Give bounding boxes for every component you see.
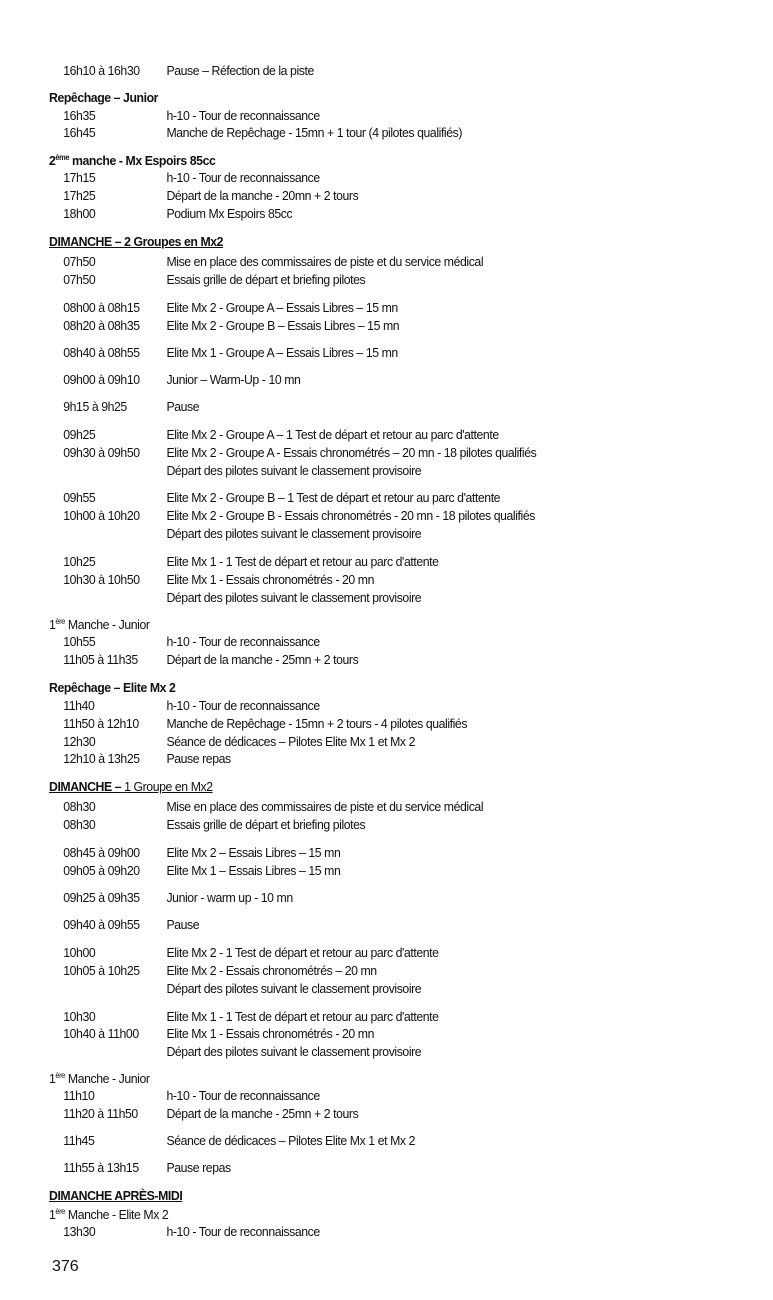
time-cell: 10h30 à 10h50 — [63, 572, 140, 587]
event-description: Manche de Repêchage - 15mn + 1 tour (4 pilotes qualifiés) — [166, 125, 463, 140]
time-cell: 18h00 — [63, 206, 96, 221]
section-heading — [49, 153, 215, 169]
event-description: Départ des pilotes suivant le classement provisoire — [166, 526, 422, 541]
event-description: Elite Mx 1 - 1 Test de départ et retour au parc d'attente — [166, 1009, 439, 1024]
time-cell: 07h50 — [63, 254, 96, 269]
section-heading — [49, 90, 158, 106]
event-description: Pause — [166, 917, 200, 932]
heading-text: Repêchage – Junior — [49, 90, 159, 105]
event-description: h-10 - Tour de reconnaissance — [166, 698, 320, 713]
time-cell: 10h25 — [63, 554, 96, 569]
event-description: Elite Mx 2 - 1 Test de départ et retour au parc d'attente — [166, 945, 439, 960]
event-description: Elite Mx 2 - Groupe A - Essais chronométrés – 20 mn - 18 pilotes qualifiés — [166, 445, 537, 460]
event-description: Mise en place des commissaires de piste et du service médical — [166, 799, 484, 814]
event-description: Elite Mx 2 - Groupe A – 1 Test de départ et retour au parc d'attente — [166, 427, 499, 442]
time-cell: 08h30 — [63, 817, 96, 832]
heading-ordinal-suffix: ère — [55, 1071, 65, 1080]
time-cell: 09h00 à 09h10 — [63, 372, 140, 387]
heading-text: Manche - Junior — [64, 617, 150, 632]
time-cell: 09h25 — [63, 427, 96, 442]
event-description: Junior – Warm-Up - 10 mn — [166, 372, 301, 387]
event-description: Elite Mx 1 - 1 Test de départ et retour au parc d'attente — [166, 554, 439, 569]
event-description: h-10 - Tour de reconnaissance — [166, 1088, 320, 1103]
event-description: Junior - warm up - 10 mn — [166, 890, 293, 905]
section-heading — [49, 1188, 182, 1204]
section-heading — [49, 1207, 168, 1223]
time-cell: 17h25 — [63, 188, 96, 203]
heading-subtext: 1 Groupe en Mx2 — [121, 779, 213, 794]
heading-ordinal-suffix: ème — [55, 153, 70, 162]
time-cell: 10h00 — [63, 945, 96, 960]
section-heading — [49, 1071, 150, 1087]
time-cell: 11h50 à 12h10 — [63, 716, 139, 731]
section-heading — [49, 680, 175, 696]
section-heading — [49, 779, 213, 795]
time-cell: 10h30 — [63, 1009, 96, 1024]
time-cell: 9h15 à 9h25 — [63, 399, 127, 414]
heading-text: manche - Mx Espoirs 85cc — [69, 153, 216, 168]
heading-text: DIMANCHE – — [49, 779, 122, 794]
section-heading — [49, 234, 223, 250]
event-description: Départ de la manche - 20mn + 2 tours — [166, 188, 359, 203]
time-cell: 12h30 — [63, 734, 96, 749]
time-cell: 11h20 à 11h50 — [63, 1106, 138, 1121]
time-cell: 08h40 à 08h55 — [63, 345, 140, 360]
event-description: Elite Mx 1 - Groupe A – Essais Libres – 15 mn — [166, 345, 398, 360]
page-number: 376 — [52, 1258, 79, 1275]
event-description: Pause repas — [166, 751, 231, 766]
event-description: Mise en place des commissaires de piste et du service médical — [166, 254, 484, 269]
event-description: Elite Mx 1 – Essais Libres – 15 mn — [166, 863, 341, 878]
time-cell: 10h40 à 11h00 — [63, 1026, 139, 1041]
event-description: Séance de dédicaces – Pilotes Elite Mx 1 et Mx 2 — [166, 734, 415, 749]
event-description: Pause – Réfection de la piste — [166, 63, 314, 78]
time-cell: 09h40 à 09h55 — [63, 917, 140, 932]
time-cell: 13h30 — [63, 1224, 96, 1239]
event-description: Essais grille de départ et briefing pilotes — [166, 272, 366, 287]
time-cell: 10h00 à 10h20 — [63, 508, 140, 523]
event-description: Elite Mx 2 - Groupe B - Essais chronométrés - 20 mn - 18 pilotes qualifiés — [166, 508, 535, 523]
event-description: h-10 - Tour de reconnaissance — [166, 108, 320, 123]
event-description: h-10 - Tour de reconnaissance — [166, 170, 320, 185]
time-cell: 11h45 — [63, 1133, 95, 1148]
event-description: Podium Mx Espoirs 85cc — [166, 206, 293, 221]
time-cell: 08h20 à 08h35 — [63, 318, 140, 333]
heading-text: Manche - Junior — [64, 1071, 150, 1086]
time-cell: 07h50 — [63, 272, 96, 287]
heading-ordinal-suffix: ère — [55, 617, 65, 626]
event-description: Séance de dédicaces – Pilotes Elite Mx 1 et Mx 2 — [166, 1133, 415, 1148]
event-description: Pause — [166, 399, 200, 414]
time-cell: 16h45 — [63, 125, 96, 140]
heading-text: DIMANCHE APRÈS-MIDI — [49, 1188, 183, 1203]
time-cell: 11h40 — [63, 698, 95, 713]
time-cell: 11h10 — [63, 1088, 95, 1103]
time-cell: 10h05 à 10h25 — [63, 963, 140, 978]
event-description: h-10 - Tour de reconnaissance — [166, 1224, 320, 1239]
heading-ordinal: 1 — [49, 1071, 56, 1086]
event-description: Essais grille de départ et briefing pilotes — [166, 817, 366, 832]
event-description: Départ des pilotes suivant le classement provisoire — [166, 463, 422, 478]
heading-text: Repêchage – Elite Mx 2 — [49, 680, 176, 695]
time-cell: 16h35 — [63, 108, 96, 123]
time-cell: 08h45 à 09h00 — [63, 845, 140, 860]
event-description: Elite Mx 2 - Groupe B – 1 Test de départ et retour au parc d'attente — [166, 490, 501, 505]
time-cell: 10h55 — [63, 634, 96, 649]
time-cell: 08h00 à 08h15 — [63, 300, 140, 315]
event-description: Départ des pilotes suivant le classement provisoire — [166, 981, 422, 996]
heading-text: DIMANCHE – 2 Groupes en Mx2 — [49, 234, 224, 249]
time-cell: 09h30 à 09h50 — [63, 445, 140, 460]
time-cell: 16h10 à 16h30 — [63, 63, 140, 78]
event-description: Manche de Repêchage - 15mn + 2 tours - 4 pilotes qualifiés — [166, 716, 468, 731]
heading-text: Manche - Elite Mx 2 — [64, 1207, 169, 1222]
time-cell: 08h30 — [63, 799, 96, 814]
time-cell: 17h15 — [63, 170, 96, 185]
time-cell: 09h05 à 09h20 — [63, 863, 140, 878]
time-cell: 11h55 à 13h15 — [63, 1160, 139, 1175]
event-description: Elite Mx 2 - Groupe A – Essais Libres – 15 mn — [166, 300, 398, 315]
heading-ordinal: 1 — [49, 1207, 56, 1222]
time-cell: 09h25 à 09h35 — [63, 890, 140, 905]
event-description: Elite Mx 2 – Essais Libres – 15 mn — [166, 845, 341, 860]
event-description: Elite Mx 2 - Essais chronométrés – 20 mn — [166, 963, 377, 978]
event-description: Départ de la manche - 25mn + 2 tours — [166, 652, 359, 667]
time-cell: 11h05 à 11h35 — [63, 652, 138, 667]
heading-ordinal-suffix: ère — [55, 1207, 65, 1216]
heading-ordinal: 2 — [49, 153, 56, 168]
event-description: Elite Mx 1 - Essais chronométrés - 20 mn — [166, 572, 374, 587]
event-description: Elite Mx 1 - Essais chronométrés - 20 mn — [166, 1026, 374, 1041]
event-description: Pause repas — [166, 1160, 231, 1175]
event-description: h-10 - Tour de reconnaissance — [166, 634, 320, 649]
event-description: Départ des pilotes suivant le classement provisoire — [166, 590, 422, 605]
event-description: Départ des pilotes suivant le classement provisoire — [166, 1044, 422, 1059]
event-description: Elite Mx 2 - Groupe B – Essais Libres – 15 mn — [166, 318, 400, 333]
time-cell: 12h10 à 13h25 — [63, 751, 140, 766]
event-description: Départ de la manche - 25mn + 2 tours — [166, 1106, 359, 1121]
section-heading — [49, 617, 150, 633]
time-cell: 09h55 — [63, 490, 96, 505]
heading-ordinal: 1 — [49, 617, 56, 632]
